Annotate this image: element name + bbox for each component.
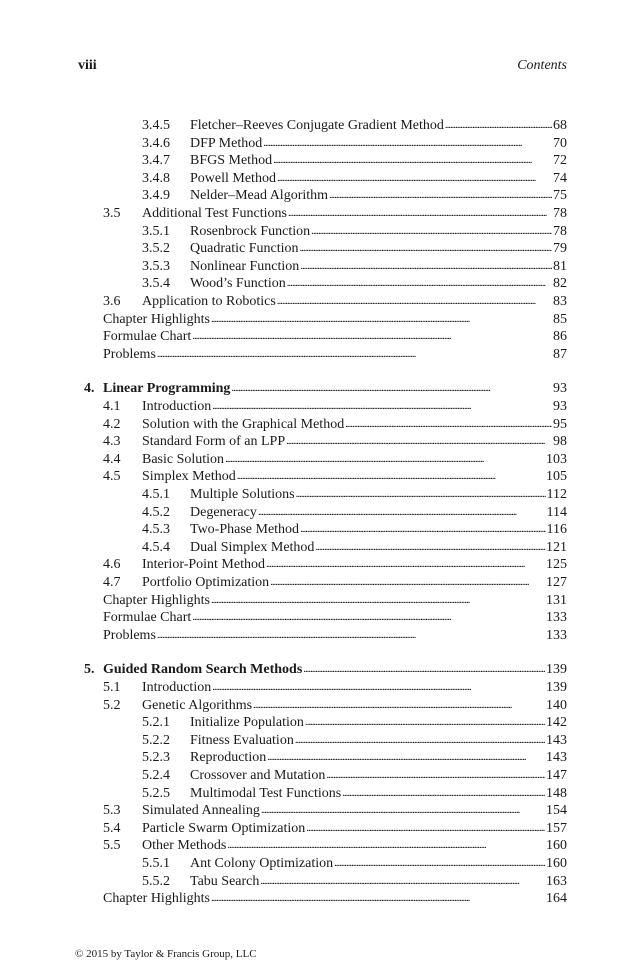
toc-entry-page: 93 [553, 399, 567, 414]
toc-entry [103, 802, 567, 820]
toc-entry-title: Wood’s Function [190, 276, 286, 292]
dot-leader [326, 766, 545, 784]
toc-entry-title: Multiple Solutions [190, 487, 295, 502]
toc-entry-title: Formulae Chart [103, 610, 192, 626]
toc-entry-page: 72 [553, 153, 567, 169]
toc-entry-title: Portfolio Optimization [142, 575, 270, 590]
toc-entry [103, 697, 567, 715]
toc-entry-number: 5.2.3 [142, 750, 170, 766]
toc-entry-page: 78 [553, 223, 567, 239]
dot-leader [287, 274, 552, 292]
dot-leader [277, 169, 552, 187]
toc-entry [103, 468, 567, 486]
toc-entry [103, 205, 567, 223]
toc-entry-page: 114 [546, 504, 567, 520]
toc-entry-page: 133 [546, 627, 567, 643]
dot-leader [286, 432, 552, 450]
dot-leader [260, 872, 545, 890]
toc-entry [142, 275, 567, 293]
toc-entry-title: Problems [103, 627, 156, 643]
toc-entry-number: 4.1 [103, 399, 121, 414]
dot-leader [253, 696, 545, 714]
toc-entry-page: 160 [546, 838, 567, 854]
dot-leader [315, 538, 545, 556]
toc-entry [142, 135, 567, 153]
toc-entry [142, 504, 567, 522]
toc-entry [142, 223, 567, 241]
dot-leader [192, 327, 552, 345]
toc-entry-page: 81 [553, 258, 567, 274]
toc-entry-page: 157 [546, 820, 567, 836]
dot-leader [277, 292, 552, 310]
dot-leader [212, 397, 552, 415]
toc-entry-title: Particle Swarm Optimization [142, 820, 306, 836]
dot-leader [270, 573, 545, 591]
toc-entry [103, 556, 567, 574]
toc-entry [142, 855, 567, 873]
toc-entry [142, 732, 567, 750]
toc-entry-number: 4.5.2 [142, 504, 170, 520]
toc-entry-number: 5.2.1 [142, 715, 170, 731]
toc-entry [103, 820, 567, 838]
toc-entry [142, 873, 567, 891]
dot-leader [261, 801, 545, 819]
toc-entry-page: 75 [553, 188, 567, 204]
toc-entry-page: 70 [553, 135, 567, 151]
toc-entry [142, 521, 567, 539]
toc-entry-title: Guided Random Search Methods [103, 662, 303, 678]
toc-entry-number: 3.4.8 [142, 170, 170, 186]
toc-entry [103, 416, 567, 434]
copyright-footer: © 2015 by Taylor & Francis Group, LLC [75, 948, 257, 960]
toc-entry [142, 152, 567, 170]
toc-entry-title: Rosenbrock Function [190, 223, 311, 239]
toc-entry-page: 154 [546, 803, 567, 819]
toc-entry [142, 749, 567, 767]
dot-leader [296, 485, 546, 503]
dot-leader [211, 310, 552, 328]
dot-leader [258, 503, 546, 521]
toc-entry-page: 86 [553, 329, 567, 345]
dot-leader [227, 836, 545, 854]
dot-leader [300, 520, 545, 538]
toc-entry-page: 121 [546, 539, 567, 555]
toc-entry [142, 486, 567, 504]
toc-entry-title: Simplex Method [142, 469, 236, 485]
toc-entry [103, 346, 567, 364]
toc-chapter-entry [84, 380, 567, 398]
toc-entry-title: Introduction [142, 399, 212, 414]
toc-entry-title: Nonlinear Function [190, 258, 300, 274]
toc-entry-title: BFGS Method [190, 153, 273, 169]
toc-entry [103, 451, 567, 469]
toc-entry-page: 139 [546, 680, 567, 695]
toc-entry-number: 3.4.9 [142, 188, 170, 204]
toc-entry-number: 4.4 [103, 451, 121, 467]
dot-leader [231, 379, 552, 397]
toc-entry-number: 3.4.5 [142, 118, 170, 133]
toc-entry [142, 767, 567, 785]
toc-entry-page: 131 [546, 592, 567, 608]
toc-entry-number: 5.2.5 [142, 785, 170, 801]
toc-entry-title: Multimodal Test Functions [190, 785, 342, 801]
toc-entry-number: 4.3 [103, 434, 121, 450]
toc-entry-title: Other Methods [142, 838, 227, 854]
toc-entry-page: 79 [553, 241, 567, 257]
toc-entry-title: Dual Simplex Method [190, 539, 315, 555]
toc-entry-number: 3.5 [103, 206, 121, 221]
dot-leader [192, 608, 545, 626]
toc-entry-title: Reproduction [190, 750, 267, 766]
toc-entry [103, 398, 567, 416]
dot-leader [300, 257, 552, 275]
dot-leader [237, 467, 545, 485]
dot-leader [212, 678, 545, 696]
toc-entry-title: Problems [103, 346, 156, 362]
toc-entry-number: 3.5.1 [142, 223, 170, 239]
toc-entry-number: 5.5 [103, 838, 121, 854]
toc-entry-page: 163 [546, 873, 567, 889]
toc-entry [142, 785, 567, 803]
toc-entry-page: 68 [553, 118, 567, 133]
toc-entry-page: 87 [553, 346, 567, 362]
toc-entry-title: Tabu Search [190, 873, 260, 889]
dot-leader [334, 854, 545, 872]
toc-entry-number: 4.5.1 [142, 487, 170, 502]
toc-entry [142, 117, 567, 135]
toc-entry-number: 5.2 [103, 697, 121, 713]
toc-entry-number: 4.6 [103, 557, 121, 573]
dot-leader [157, 626, 545, 644]
toc-entry-page: 83 [553, 294, 567, 309]
toc-entry-title: Chapter Highlights [103, 311, 210, 327]
toc-entry [142, 240, 567, 258]
dot-leader [225, 450, 545, 468]
dot-leader [342, 784, 545, 802]
toc-entry [103, 890, 567, 908]
toc-entry-title: Quadratic Function [190, 241, 299, 257]
toc-entry [103, 609, 567, 627]
toc-entry-number: 5.3 [103, 803, 121, 819]
toc-entry-page: 82 [553, 276, 567, 292]
toc-entry [142, 258, 567, 276]
toc-entry-title: Solution with the Graphical Method [142, 416, 345, 432]
toc-entry-title: Nelder–Mead Algorithm [190, 188, 329, 204]
toc-entry-number: 4.2 [103, 416, 121, 432]
toc-entry-page: 105 [546, 469, 567, 485]
running-title: Contents [517, 58, 567, 73]
toc-entry-page: 133 [546, 610, 567, 626]
dot-leader [263, 134, 552, 152]
toc-entry-page: 143 [546, 750, 567, 766]
dot-leader [157, 345, 552, 363]
toc-entry-title: Application to Robotics [142, 294, 276, 309]
toc-entry-title: Genetic Algorithms [142, 697, 253, 713]
toc-entry [103, 837, 567, 855]
dot-leader [295, 731, 545, 749]
toc-entry-number: 5.4 [103, 820, 121, 836]
toc-entry-page: 160 [546, 856, 567, 871]
toc-entry-number: 3.5.4 [142, 276, 170, 292]
dot-leader [211, 591, 545, 609]
dot-leader [266, 555, 545, 573]
toc-entry-number: 4.5 [103, 469, 121, 485]
toc-entry-title: DFP Method [190, 135, 263, 151]
toc-entry-title: Chapter Highlights [103, 592, 210, 608]
dot-leader [303, 660, 545, 678]
toc-entry-number: 3.5.2 [142, 241, 170, 257]
toc-entry-page: 112 [546, 487, 567, 502]
dot-leader [273, 151, 552, 169]
toc-entry-title: Fitness Evaluation [190, 732, 294, 748]
toc-entry-page: 93 [553, 381, 567, 397]
toc-entry-title: Powell Method [190, 170, 276, 186]
toc-entry-title: Standard Form of an LPP [142, 434, 286, 450]
toc-entry-title: Fletcher–Reeves Conjugate Gradient Method [190, 118, 444, 133]
toc-entry-title: Ant Colony Optimization [190, 856, 334, 871]
toc-entry [103, 328, 567, 346]
toc-entry-title: Introduction [142, 680, 212, 695]
dot-leader [306, 819, 545, 837]
toc-entry-page: 127 [546, 575, 567, 590]
toc-entry-title: Additional Test Functions [142, 206, 287, 221]
toc-entry-number: 3.4.7 [142, 153, 170, 169]
toc-entry [103, 311, 567, 329]
toc-entry [103, 574, 567, 592]
toc-entry [142, 187, 567, 205]
toc-entry-page: 143 [546, 732, 567, 748]
toc-entry-page: 95 [553, 416, 567, 432]
page-number: viii [78, 58, 97, 73]
toc-entry [103, 627, 567, 645]
toc-entry-page: 139 [546, 662, 567, 678]
dot-leader [311, 222, 552, 240]
toc-entry-page: 98 [553, 434, 567, 450]
dot-leader [305, 713, 545, 731]
toc-entry-number: 5.2.4 [142, 768, 170, 783]
toc-entry-number: 5.1 [103, 680, 121, 695]
toc-entry-number: 5. [84, 662, 95, 678]
toc-entry-title: Initialize Population [190, 715, 304, 731]
toc-entry-page: 78 [553, 206, 567, 221]
toc-entry-title: Linear Programming [103, 381, 231, 397]
toc-entry-title: Interior-Point Method [142, 557, 265, 573]
dot-leader [445, 116, 552, 134]
toc-entry-number: 3.4.6 [142, 135, 170, 151]
toc-chapter-entry [84, 661, 567, 679]
dot-leader [345, 415, 552, 433]
dot-leader [299, 239, 552, 257]
toc-entry-page: 142 [546, 715, 567, 731]
toc-entry [142, 714, 567, 732]
dot-leader [288, 204, 552, 222]
toc-entry-number: 4.5.4 [142, 539, 170, 555]
toc-entry-title: Basic Solution [142, 451, 225, 467]
toc-entry [103, 592, 567, 610]
toc-entry-number: 5.5.1 [142, 856, 170, 871]
toc-entry-title: Two-Phase Method [190, 522, 300, 538]
toc-entry-page: 74 [553, 170, 567, 186]
toc-entry-number: 5.5.2 [142, 873, 170, 889]
dot-leader [267, 748, 545, 766]
toc-entry [103, 293, 567, 311]
dot-leader [329, 186, 552, 204]
toc-entry-page: 164 [546, 891, 567, 907]
toc-entry-page: 140 [546, 697, 567, 713]
toc-entry-page: 148 [546, 785, 567, 801]
toc-entry-number: 5.2.2 [142, 732, 170, 748]
toc-entry-page: 103 [546, 451, 567, 467]
toc-entry-title: Simulated Annealing [142, 803, 260, 819]
toc-entry [103, 679, 567, 697]
toc-entry-page: 116 [546, 522, 567, 538]
toc-entry [103, 433, 567, 451]
toc-entry-title: Chapter Highlights [103, 891, 210, 907]
toc-entry-number: 4. [84, 381, 95, 397]
toc-entry-number: 3.5.3 [142, 258, 170, 274]
toc-entry-title: Degeneracy [190, 504, 257, 520]
toc-entry-number: 4.7 [103, 575, 121, 590]
toc-entry-page: 147 [546, 768, 567, 783]
toc-entry-page: 125 [546, 557, 567, 573]
toc-entry [142, 539, 567, 557]
toc-entry-number: 3.6 [103, 294, 121, 309]
toc-entry-number: 4.5.3 [142, 522, 170, 538]
toc-entry-title: Formulae Chart [103, 329, 192, 345]
dot-leader [211, 889, 545, 907]
toc-entry-title: Crossover and Mutation [190, 768, 326, 783]
toc-entry [142, 170, 567, 188]
toc-entry-page: 85 [553, 311, 567, 327]
